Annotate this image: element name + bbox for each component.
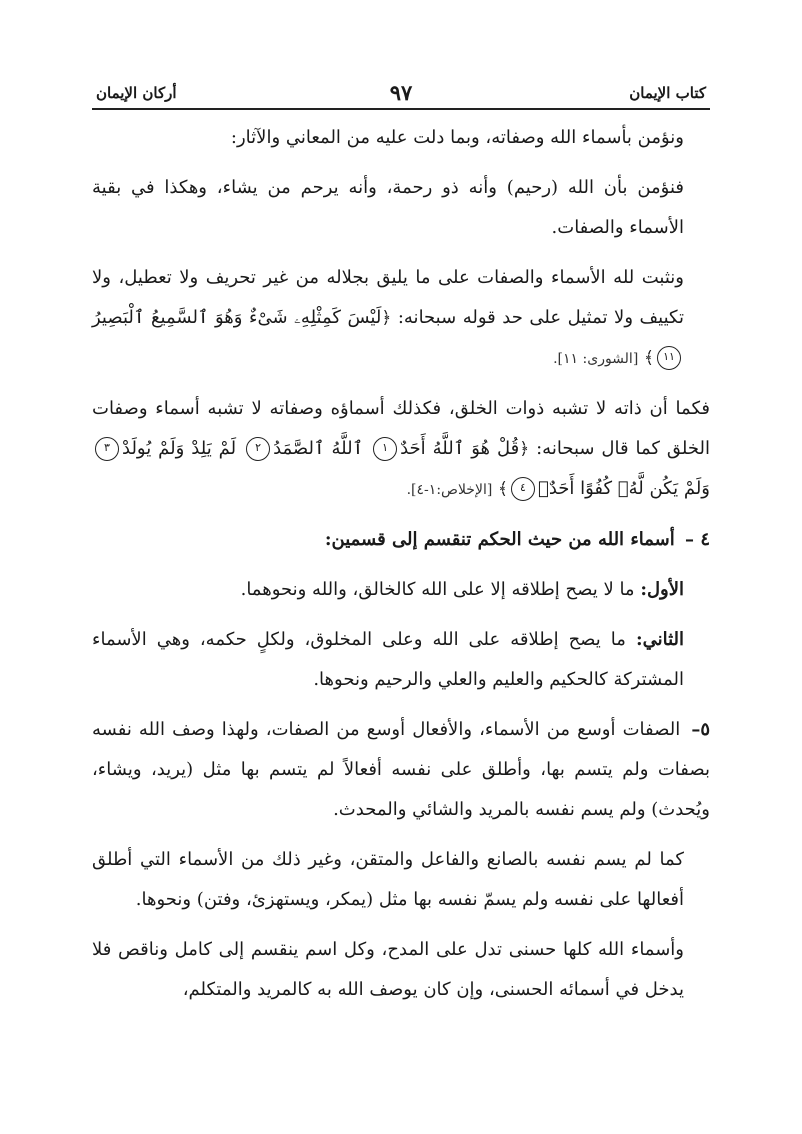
- paragraph: [92, 840, 710, 920]
- list-number: ٤ –: [685, 529, 710, 550]
- paragraph: [92, 570, 710, 610]
- paragraph: [92, 118, 710, 158]
- list-heading: أسماء الله من حيث الحكم تنقسم إلى قسمين:: [324, 529, 675, 550]
- verse-reference: [الشورى: ١١].: [553, 351, 639, 367]
- book-title: كتاب الإيمان: [629, 84, 706, 102]
- page-body: [92, 118, 710, 1020]
- quran-verse: وَلَمْ يَكُن لَّهُۥ كُفُوًا أَحَدٌۢ: [538, 478, 710, 499]
- list-item-5: [92, 710, 710, 830]
- paragraph-text: ما يصح إطلاقه على الله وعلى المخلوق، ولكلٍ حكمه، وهي الأسماء المشتركة كالحكيم والعليم والعلي والرحيم ونحوها.: [92, 629, 684, 690]
- paragraph-text: وأسماء الله كلها حسنى تدل على المدح، وكل اسم ينقسم إلى كامل وناقص فلا يدخل في أسمائه الحسنى، وإن كان يوصف الله به كالمريد والمتكلم،: [92, 939, 684, 1000]
- quran-verse: ٱللَّهُ ٱلصَّمَدُ: [273, 438, 364, 459]
- page-header: [92, 74, 710, 110]
- paragraph: [92, 258, 710, 379]
- paragraph-text: فنؤمن بأن الله (رحيم) وأنه ذو رحمة، وأنه يرحم من يشاء، وهكذا في بقية الأسماء والصفات.: [92, 177, 684, 238]
- quran-close-brace: ﴾: [644, 348, 654, 368]
- list-item-4: [92, 520, 710, 560]
- paragraph-text: فكما أن ذاته لا تشبه ذوات الخلق، فكذلك أسماؤه وصفاته لا تشبه أسماء وصفات الخلق كما قال سبحانه:: [92, 398, 710, 459]
- verse-number: ٤: [511, 477, 535, 501]
- paragraph-text: الصفات أوسع من الأسماء، والأفعال أوسع من الصفات، ولهذا وصف الله نفسه بصفات ولم يتسم بها، وأطلق على نفسه أفعالاً لم يتسم بها مثل (يريد، ويشاء، ويُحدث) ولم يسم نفسه بالمريد والشائي والمحدث.: [92, 719, 710, 820]
- quran-verse: قُلْ هُوَ ٱللَّهُ أَحَدٌ: [400, 438, 520, 459]
- term-label: الثاني:: [635, 629, 684, 650]
- list-number: ٥–: [691, 719, 710, 740]
- paragraph: [92, 930, 710, 1010]
- verse-number: ١١: [657, 346, 681, 370]
- quran-verse: لَمْ يَلِدْ وَلَمْ يُولَدْ: [122, 438, 237, 459]
- section-title: أركان الإيمان: [96, 84, 177, 102]
- page-number: ٩٧: [389, 80, 413, 105]
- quran-open-brace: ﴿: [381, 308, 392, 328]
- quran-open-brace: ﴿: [519, 439, 530, 459]
- paragraph-text: كما لم يسم نفسه بالصانع والفاعل والمتقن، وغير ذلك من الأسماء التي أطلق أفعالها على نفسه ولم يسمّ نفسه بها مثل (يمكر، ويستهزئ، وفتن) ونحوها.: [92, 849, 684, 910]
- verse-number: ٣: [95, 437, 119, 461]
- quran-close-brace: ﴾: [498, 479, 509, 499]
- verse-number: ٢: [246, 437, 270, 461]
- paragraph: [92, 389, 710, 510]
- paragraph-text: ونؤمن بأسماء الله وصفاته، وبما دلت عليه من المعاني والآثار:: [230, 127, 684, 148]
- verse-number: ١: [373, 437, 397, 461]
- verse-reference: [الإخلاص:١-٤].: [406, 482, 493, 498]
- paragraph: [92, 620, 710, 700]
- paragraph-text: ما لا يصح إطلاقه إلا على الله كالخالق، والله ونحوهما.: [240, 579, 635, 600]
- paragraph: [92, 168, 710, 248]
- paragraph-text: ونثبت لله الأسماء والصفات على ما يليق بجلاله من غير تحريف ولا تعطيل، ولا تكييف ولا تمثيل على حد قوله سبحانه:: [92, 267, 684, 328]
- term-label: الأول:: [640, 579, 684, 600]
- quran-verse: لَيْسَ كَمِثْلِهِۦ شَىْءٌ وَهُوَ ٱلسَّمِيعُ ٱلْبَصِيرُ: [92, 307, 382, 328]
